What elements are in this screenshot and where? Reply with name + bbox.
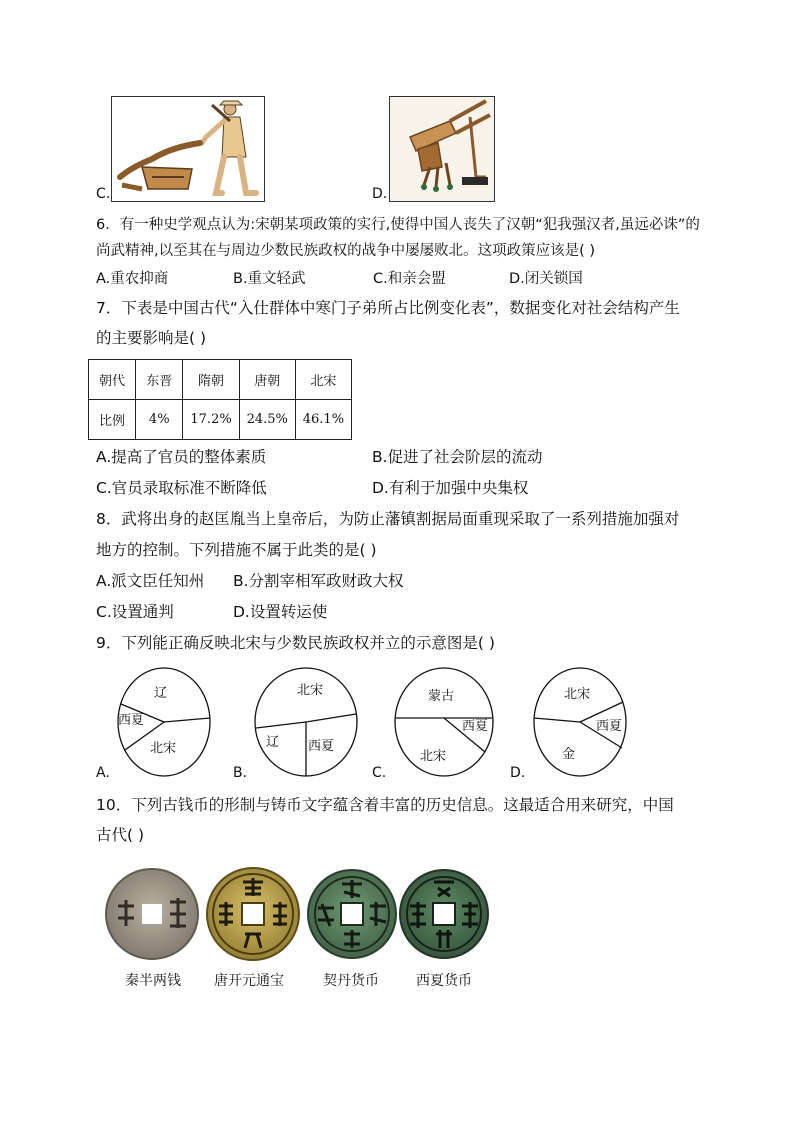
q10-stem-line2: 古代( ) [96, 826, 145, 844]
q10-stem-line1: 10．下列古钱币的形制与铸币文字蕴含着丰富的历史信息。这最适合用来研究，中国 [96, 796, 674, 814]
q8-stem-line2: 地方的控制。下列措施不属于此类的是( ) [96, 541, 377, 559]
diagram-c-label[interactable]: C. [372, 765, 387, 781]
q6-stem-line1: 6．有一种史学观点认为:宋朝某项政策的实行,使得中国人丧失了汉朝“犯我强汉者,虽远必诛”的 [96, 217, 700, 233]
coin-label-tang: 唐开元通宝 [214, 973, 284, 989]
q8-option-b[interactable]: B.分割宰相军政财政大权 [233, 572, 404, 590]
q6-stem-line2: 尚武精神,以至其在与周边少数民族政权的战争中屡屡败北。这项政策应该是( ) [96, 243, 596, 259]
diagram-c[interactable] [392, 666, 496, 778]
region-label: 北宋 [420, 749, 447, 764]
diagram-a-label[interactable]: A. [96, 765, 110, 781]
region-label: 西夏 [308, 739, 335, 754]
table-cell: 17.2% [183, 400, 239, 440]
region-label: 北宋 [150, 741, 177, 756]
q5-option-c-label[interactable]: C. [96, 186, 111, 202]
table-cell: 24.5% [239, 400, 295, 440]
table-cell: 4% [136, 400, 183, 440]
table-cell: 比例 [89, 400, 136, 440]
western-xia-coin-image [398, 868, 490, 960]
seed-drill-image [389, 96, 495, 202]
region-label: 西夏 [462, 719, 489, 734]
diagram-d-label[interactable]: D. [510, 765, 526, 781]
table-cell: 46.1% [295, 400, 351, 440]
table-header-row [89, 360, 352, 400]
q9-stem: 9．下列能正确反映北宋与少数民族政权并立的示意图是( ) [96, 634, 495, 652]
region-label: 北宋 [297, 683, 324, 698]
diagram-b-label[interactable]: B. [233, 765, 248, 781]
q8-stem-line1: 8．武将出身的赵匡胤当上皇帝后，为防止藩镇割据局面重现采取了一系列措施加强对 [96, 510, 680, 528]
q8-option-c[interactable]: C.设置通判 [96, 603, 174, 621]
coin-label-western-xia: 西夏货币 [416, 973, 472, 989]
q7-stem-line1: 7．下表是中国古代“入仕群体中寒门子弟所占比例变化表”，数据变化对社会结构产生 [96, 299, 680, 317]
qin-banliang-coin-image [104, 866, 200, 962]
table-cell: 北宋 [295, 360, 351, 400]
region-label: 辽 [266, 735, 280, 750]
table-cell: 朝代 [89, 360, 136, 400]
q6-option-c[interactable]: C.和亲会盟 [373, 271, 446, 287]
diagram-a[interactable] [114, 666, 214, 778]
q7-stem-line2: 的主要影响是( ) [96, 329, 207, 347]
q8-option-d[interactable]: D.设置转运使 [233, 603, 328, 621]
table-cell: 隋朝 [183, 360, 239, 400]
table-cell: 东晋 [136, 360, 183, 400]
coin-label-qin: 秦半两钱 [125, 973, 181, 989]
region-label: 西夏 [118, 713, 145, 728]
region-label: 金 [562, 747, 576, 762]
q8-option-a[interactable]: A.派文臣任知州 [96, 572, 205, 590]
table-row [89, 400, 352, 440]
q7-option-b[interactable]: B.促进了社会阶层的流动 [372, 448, 543, 466]
q5-option-d-label[interactable]: D. [372, 186, 388, 202]
region-label: 西夏 [596, 719, 623, 734]
q7-option-c[interactable]: C.官员录取标准不断降低 [96, 479, 267, 497]
region-label: 蒙古 [428, 689, 455, 704]
q7-option-a[interactable]: A.提高了官员的整体素质 [96, 448, 267, 466]
q6-option-a[interactable]: A.重农抑商 [96, 271, 169, 287]
coin-label-khitan: 契丹货币 [323, 973, 379, 989]
kaiyuan-tongbao-coin-image [205, 866, 301, 962]
q6-option-b[interactable]: B.重文轻武 [233, 271, 306, 287]
region-label: 北宋 [564, 687, 591, 702]
table-cell: 唐朝 [239, 360, 295, 400]
diagram-b[interactable] [252, 666, 360, 778]
khitan-coin-image [306, 868, 398, 960]
enrollment-ratio-table [88, 359, 352, 440]
diagram-d[interactable] [530, 666, 630, 778]
q6-option-d[interactable]: D.闭关锁国 [509, 271, 583, 287]
q7-option-d[interactable]: D.有利于加强中央集权 [372, 479, 529, 497]
plough-farmer-image [111, 96, 265, 202]
region-label: 辽 [154, 686, 168, 701]
